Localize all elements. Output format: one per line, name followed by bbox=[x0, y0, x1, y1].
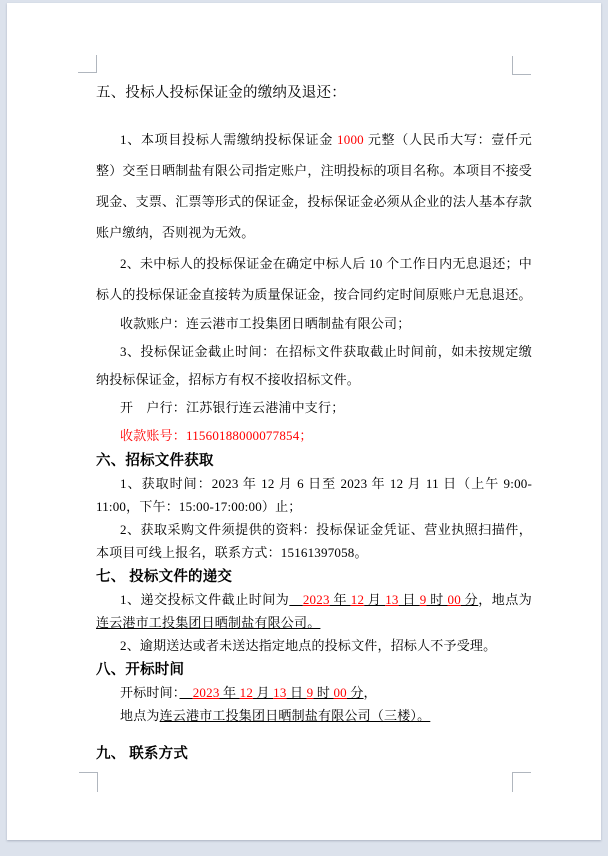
underlined-space bbox=[180, 685, 193, 700]
section-8-para-opening-time bbox=[96, 681, 532, 704]
submission-minute: 00 bbox=[447, 592, 461, 607]
section-7-heading: 七、 投标文件的递交 bbox=[96, 569, 233, 585]
section-8-heading: 八、开标时间 bbox=[96, 662, 185, 678]
opening-year: 2023 bbox=[192, 685, 220, 700]
text-boundary-mark-top-right bbox=[512, 56, 531, 75]
submission-day: 13 bbox=[385, 592, 399, 607]
section-7-para-submission bbox=[96, 588, 532, 634]
text-boundary-mark-top-left bbox=[78, 55, 97, 73]
text-run: ，地点为 bbox=[478, 592, 532, 607]
text-run: 年 bbox=[329, 592, 351, 607]
text-run: 日 bbox=[398, 592, 420, 607]
section-9-heading: 九、 联系方式 bbox=[96, 746, 189, 762]
opening-minute: 00 bbox=[333, 685, 347, 700]
section-6-para-obtain-time: 1、获取时间：2023 年 12 月 6 日至 2023 年 12 月 11 日（上午 9:00-11:00，下午：15:00-17:00:00）止； bbox=[96, 476, 532, 514]
section-5-heading: 五、投标人投标保证金的缴纳及退还： bbox=[96, 85, 346, 101]
text-run: 分 bbox=[346, 685, 364, 700]
text-run: 1、本项目投标人需缴纳投标保证金 bbox=[120, 132, 338, 147]
opening-day: 13 bbox=[273, 685, 287, 700]
text-boundary-mark-bottom-left bbox=[79, 772, 98, 792]
text-run: ， bbox=[363, 685, 377, 700]
text-boundary-mark-bottom-right bbox=[512, 772, 531, 792]
submission-year: 2023 bbox=[302, 592, 330, 607]
text-run: 时 bbox=[313, 685, 334, 700]
text-run: 开标时间： bbox=[120, 685, 180, 700]
opening-month: 12 bbox=[239, 685, 254, 700]
document-page[interactable] bbox=[7, 3, 601, 840]
section-6-heading: 六、招标文件获取 bbox=[96, 453, 214, 469]
section-5-para-bank: 开 户行：江苏银行连云港浦中支行； bbox=[120, 400, 345, 415]
underlined-space bbox=[289, 592, 303, 607]
submission-hour: 9 bbox=[419, 592, 427, 607]
opening-hour: 9 bbox=[306, 685, 314, 700]
section-8-para-opening-location bbox=[96, 704, 532, 727]
section-5-para-payee-account: 收款账户：连云港市工投集团日晒制盐有限公司； bbox=[120, 316, 411, 331]
section-5-para-account-number: 收款账号：11560188000077854； bbox=[120, 428, 313, 443]
section-6-para-materials: 2、获取采购文件须提供的资料：投标保证金凭证、营业执照扫描件，本项目可线上报名，联系方式：15161397058。 bbox=[96, 522, 532, 560]
section-5-para-deadline: 3、投标保证金截止时间：在招标文件获取截止时间前，如未按规定缴纳投标保证金，招标方有权不接收招标文件。 bbox=[96, 344, 532, 387]
text-run: 月 bbox=[364, 592, 386, 607]
text-run: 地点为 bbox=[120, 708, 160, 723]
submission-location: 连云港市工投集团日晒制盐有限公司。 bbox=[96, 615, 321, 630]
text-run: 时 bbox=[426, 592, 448, 607]
text-run: 分 bbox=[460, 592, 479, 607]
text-run: 日 bbox=[286, 685, 307, 700]
section-5-para-refund: 2、未中标人的投标保证金在确定中标人后 10 个工作日内无息退还；中标人的投标保证金直接转为质量保证金，按合同约定时间原账户无息退还。 bbox=[96, 256, 532, 302]
opening-location: 连云港市工投集团日晒制盐有限公司（三楼）。 bbox=[159, 708, 431, 723]
section-7-para-late-delivery: 2、逾期送达或者未送达指定地点的投标文件，招标人不予受理。 bbox=[120, 638, 497, 653]
document-content bbox=[96, 74, 532, 765]
submission-month: 12 bbox=[350, 592, 365, 607]
section-5-para-deposit bbox=[96, 124, 532, 248]
text-run: 月 bbox=[253, 685, 274, 700]
text-run: 1、递交投标文件截止时间为 bbox=[120, 592, 290, 607]
deposit-amount: 1000 bbox=[337, 132, 364, 147]
text-run: 年 bbox=[219, 685, 240, 700]
text-run: 元整（人民币大写：壹仟元整）交至日晒制盐有限公司指定账户，注明投标的项目名称。本项目不接受现金、支票、汇票等形式的保证金，投标保证金必须从企业的法人基本存款账户缴纳，否则视为无效。 bbox=[96, 132, 532, 240]
